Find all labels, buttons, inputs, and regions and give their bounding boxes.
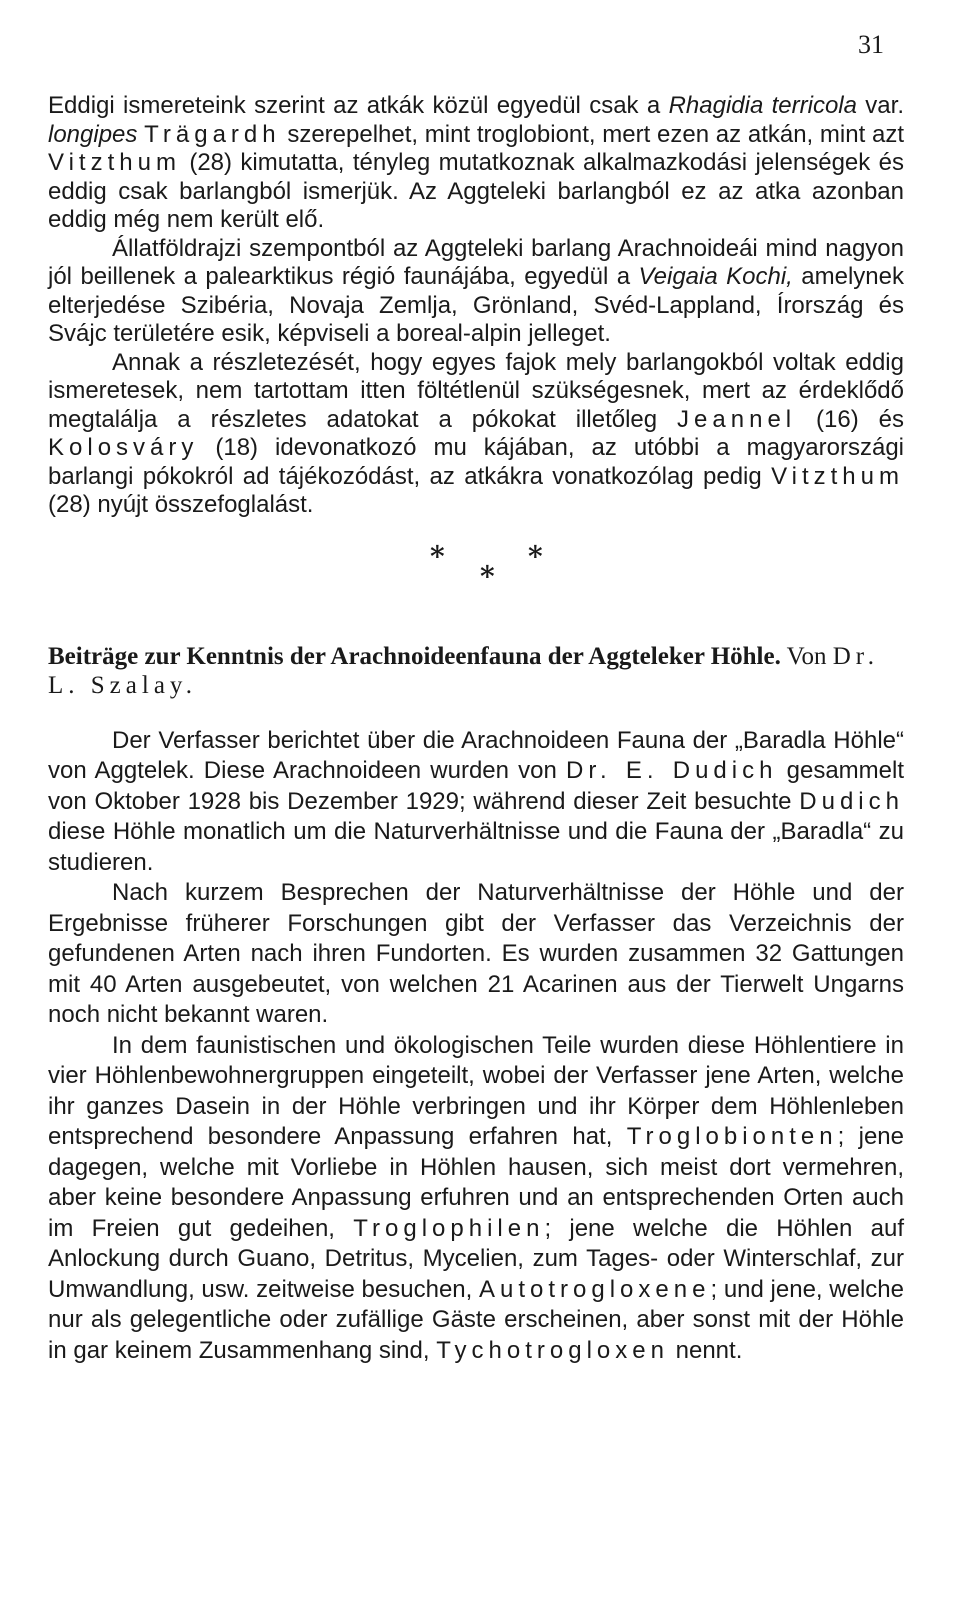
text-run: amelynek elterjedése Szibéria, Novaja Zemlja, Grönland, Svéd-Lappland, Írország és Svájc területére esik, képviseli a boreal-alpin jelleget. [48,263,904,347]
hu-paragraph-2 [48,235,904,349]
text-run: Eddigi ismereteink szerint az atkák közül egyedül csak a [48,92,669,119]
title-text: Beiträge zur Kenntnis der Arachnoideenfauna der Aggteleker Höhle. [48,642,781,670]
text-run: var. [856,92,904,119]
author-name: Kolosváry [48,434,199,461]
german-summary-title [48,642,904,700]
text-run: szerepelhet, mint troglobiont, mert ezen az atkán, mint azt [280,120,905,148]
de-paragraph-3 [48,1031,904,1367]
group-term: Autotrogloxene [479,1275,711,1303]
hu-paragraph-3 [48,349,904,520]
section-separator [48,540,904,602]
species-name: Rhagidia terricola [668,92,857,119]
text-run: (28) kimutatta, tényleg mutatkoznak alkalmazkodási jelenségek és eddig csak barlangból ismerjük. Az Aggteleki barlangból ez az atka azonban eddig még nem került elő. [48,149,904,233]
author-name: Vitzthum [771,462,904,490]
author-name: Dudich [799,787,904,815]
asterisk: * [528,539,543,573]
species-name: Veigaia Kochi, [638,263,793,290]
text-run: Annak a részletezését, hogy egyes fajok mely barlangokból voltak eddig ismeretesek, nem tartottam itten föltétlenül szükségesnek, mert az érdeklődő megtalálja a részletes adatokat a pókokat illetőleg [48,348,904,433]
text-run: (18) idevonatkozó mu kájában, az utóbbi a magyarországi barlangi pókokról ad tájékozódást, az atkákra vonatkozólag pedig [48,434,904,490]
species-name: longipes [48,120,138,148]
text-run: In dem faunistischen und ökologischen Teile wurden diese Höhlentiere in vier Höhlenbewohnergruppen eingeteilt, wobei der Verfasser jene Arten, welche ihr ganzes Dasein in der Höhle verbringen und ihr Körper dem Höhlenleben entsprechend besondere Anpassung erfahren hat, [48,1031,904,1150]
title-von: Von [780,642,833,670]
text-run: ; jene welche die Höhlen auf Anlockung durch Guano, Detritus, Mycelien, zum Tages- oder Winterschlaf, zur Umwandlung, usw. zeitweise besuchen, [48,1214,904,1303]
text-run: Der Verfasser berichtet über die Arachnoideen Fauna der „Baradla Höhle“ von Aggtelek. Diese Arachnoideen wurden von [48,726,904,784]
text-run: nennt. [668,1336,743,1364]
hu-paragraph-1 [48,92,904,235]
group-term: Tychotrogloxen [436,1336,669,1364]
text-run: (16) és [796,405,904,433]
group-term: Troglobionten [626,1123,838,1150]
text-run: ; und jene, welche nur als gelegentliche oder zufällige Gäste erscheinen, aber sonst mit der Höhle in gar keinem Zusammenhang sind, [48,1275,904,1364]
author-name: Dr. E. Dudich [566,757,778,784]
de-paragraph-2: Nach kurzem Besprechen der Naturverhältnisse der Höhle und der Ergebnisse früherer Forschungen gibt der Verfasser das Verzeichnis der gefundenen Arten nach ihren Fundorten. Es wurden zusammen 32 Gattungen mit 40 Arten ausgebeutet, von welchen 21 Acarinen aus der Tierwelt Ungarns noch nicht bekannt waren. [48,879,904,1028]
asterisk: * [430,539,445,573]
text-run: (28) nyújt összefoglalást. [48,491,314,518]
group-term: Troglophilen [353,1214,545,1242]
page-number: 31 [858,30,884,59]
author-name: Vitzthum [48,149,181,176]
author-name: Jeannel [677,405,797,433]
text-run: ; jene dagegen, welche mit Vorliebe in Höhlen hausen, sich meist dort vermehren, aber keine besondere Anpassung erfuhren und an entsprechenden Orten auch im Freien gut gedeihen, [48,1123,904,1242]
de-paragraph-1 [48,726,904,879]
text-run: Állatföldrajzi szempontból az Aggteleki barlang Arachnoideái mind nagyon jól beillenek a palearktikus régió faunájába, egyedül a [48,234,904,290]
asterisk: * [480,559,495,593]
author-name: Trägardh [144,120,281,148]
title-author: Dr. L. Szalay. [48,642,879,699]
text-run: gesammelt von Oktober 1928 bis Dezember 1929; während dieser Zeit besuchte [48,757,905,815]
text-run: diese Höhle monatlich um die Naturverhältnisse und die Fauna der „Baradla“ zu studieren. [48,818,904,876]
